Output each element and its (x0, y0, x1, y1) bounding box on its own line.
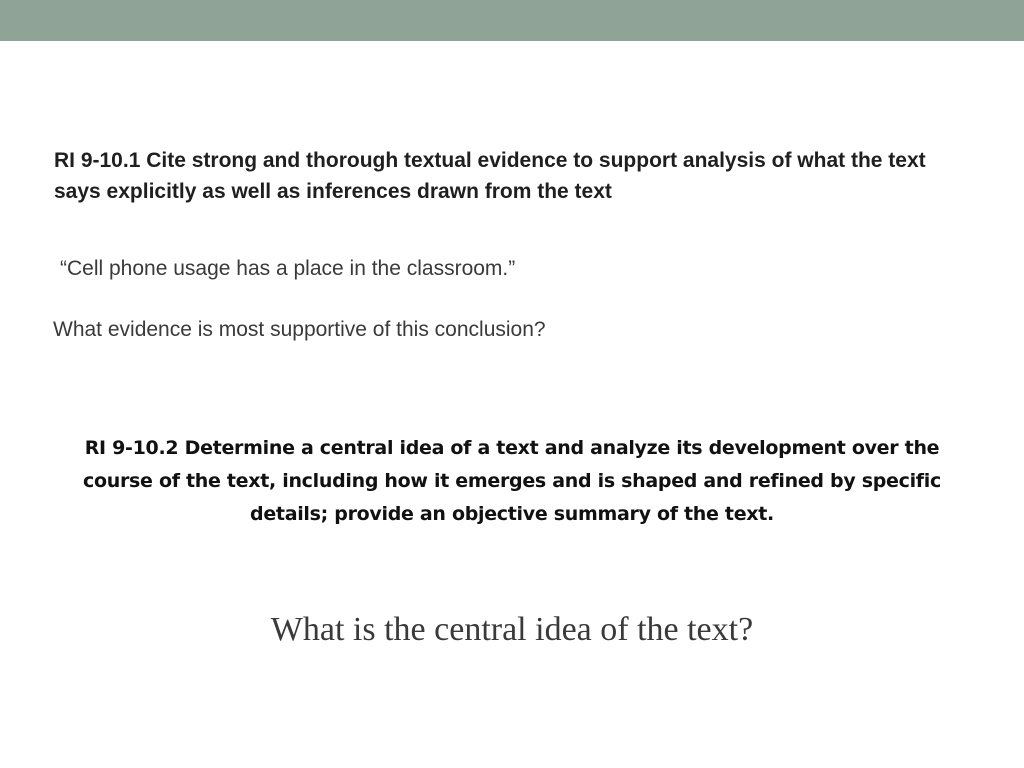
claim-quote: “Cell phone usage has a place in the classroom.” (60, 257, 516, 280)
top-accent-bar (0, 0, 1024, 41)
evidence-question: What evidence is most supportive of this conclusion? (53, 318, 546, 341)
central-idea-question: What is the central idea of the text? (270, 611, 754, 648)
standard-ri-9-10-1: RI 9-10.1 Cite strong and thorough textual evidence to support analysis of what the text says explicitly as well as inferences drawn from the text (54, 149, 926, 203)
standard-ri-9-10-2: RI 9-10.2 Determine a central idea of a text and analyze its development over the course of the text, including how it emerges and is shaped and refined by specific details; provide an objective summary of the text. (83, 437, 941, 525)
